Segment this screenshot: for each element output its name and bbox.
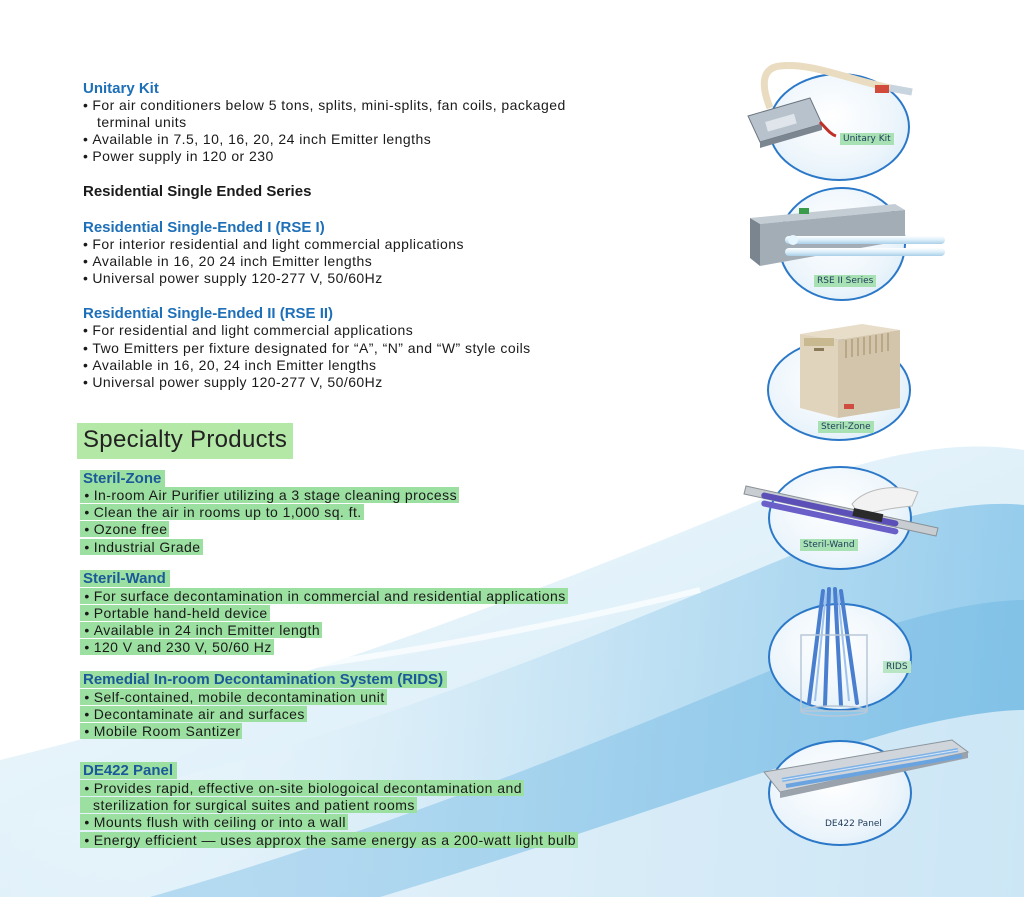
list-item: • For residential and light commercial applications [83,322,414,338]
rse1-heading: Residential Single-Ended I (RSE I) [83,219,325,236]
list-item: • Clean the air in rooms up to 1,000 sq. ft. [80,504,364,521]
list-item: • Power supply in 120 or 230 [83,148,274,164]
rse-image [745,200,945,272]
steril-wand-image [742,478,942,548]
list-item: • Industrial Grade [80,539,203,556]
steril-zone-heading: Steril-Zone [80,470,165,487]
list-item: • For interior residential and light commercial applications [83,236,464,252]
residential-series-heading: Residential Single Ended Series [83,183,312,200]
list-item: • For surface decontamination in commercial and residential applications [80,588,568,605]
list-item: • Available in 16, 20 24 inch Emitter lengths [83,253,373,269]
list-item: • In-room Air Purifier utilizing a 3 stage cleaning process [80,487,459,504]
list-item: • Decontaminate air and surfaces [80,706,307,723]
list-item: • Provides rapid, effective on-site biologoical decontamination and [80,780,524,797]
list-item: sterilization for surgical suites and patient rooms [80,797,417,814]
rids-image-label: RIDS [883,661,911,673]
list-item: • Energy efficient — uses approx the same energy as a 200-watt light bulb [80,832,578,849]
de422-image-label: DE422 Panel [825,819,882,829]
de422-heading: DE422 Panel [80,762,177,779]
list-item: • Universal power supply 120-277 V, 50/60Hz [83,270,383,286]
list-item: • Two Emitters per fixture designated for “A”, “N” and “W” style coils [83,340,531,356]
list-item: • Universal power supply 120-277 V, 50/60Hz [83,374,383,390]
rse-image-label: RSE II Series [814,275,876,287]
list-item: • Mounts flush with ceiling or into a wall [80,814,348,831]
de422-image [762,736,972,806]
unitary-kit-image-label: Unitary Kit [840,133,894,145]
list-item: • For air conditioners below 5 tons, splits, mini-splits, fan coils, packaged [83,97,566,113]
list-item: • Mobile Room Santizer [80,723,242,740]
list-item: • 120 V and 230 V, 50/60 Hz [80,639,274,656]
rids-image [795,585,875,720]
steril-wand-image-label: Steril-Wand [800,539,858,551]
unitary-kit-heading: Unitary Kit [83,80,159,97]
list-item: terminal units [97,114,187,130]
specialty-products-title: Specialty Products [77,423,293,459]
rids-heading: Remedial In-room Decontamination System (RIDS) [80,671,447,688]
steril-zone-image [790,318,910,423]
list-item: • Available in 7.5, 10, 16, 20, 24 inch Emitter lengths [83,131,432,147]
list-item: • Portable hand-held device [80,605,270,622]
list-item: • Available in 16, 20, 24 inch Emitter lengths [83,357,377,373]
list-item: • Available in 24 inch Emitter length [80,622,322,639]
steril-wand-heading: Steril-Wand [80,570,170,587]
steril-zone-image-label: Steril-Zone [818,421,874,433]
rse2-heading: Residential Single-Ended II (RSE II) [83,305,334,322]
list-item: • Self-contained, mobile decontamination unit [80,689,387,706]
list-item: • Ozone free [80,521,169,538]
